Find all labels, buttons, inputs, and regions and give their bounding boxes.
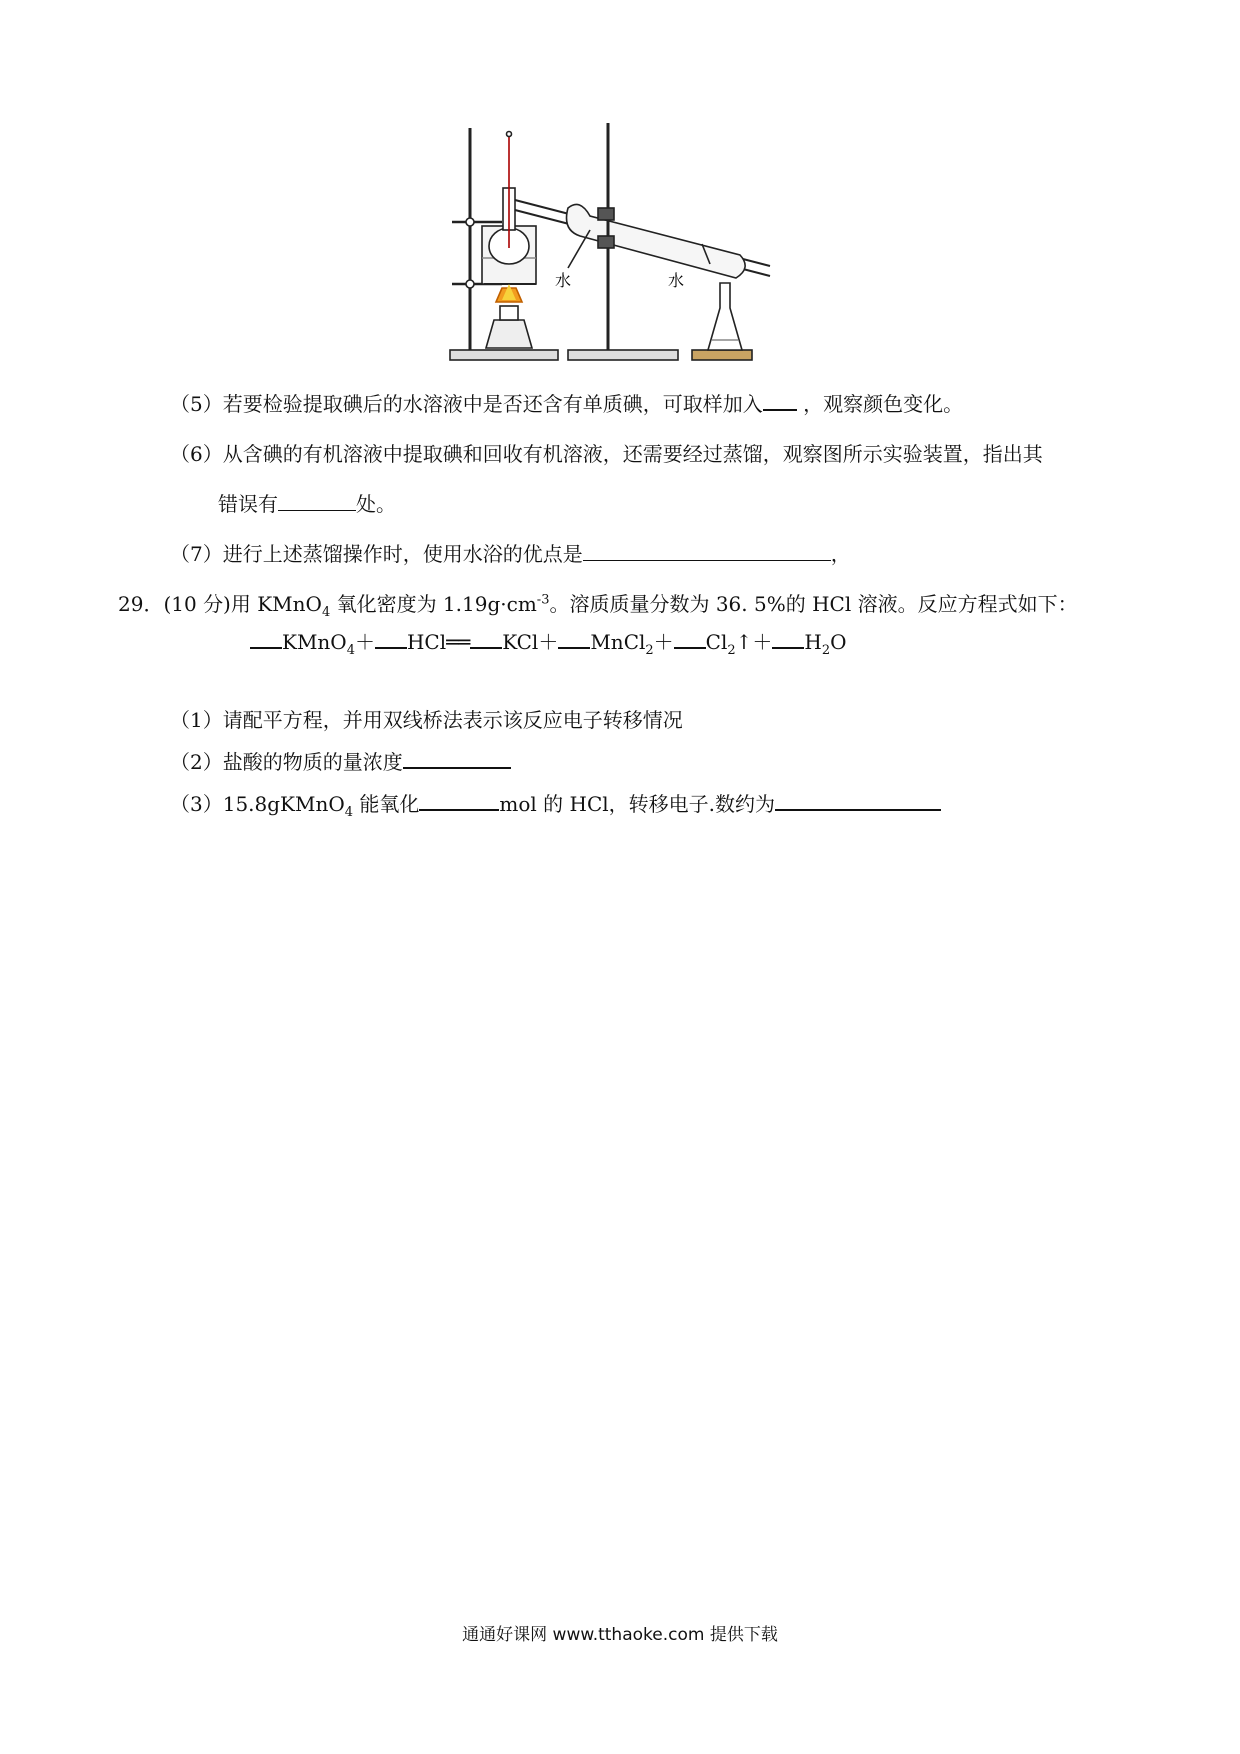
question-5-suffix: ，观察颜色变化。 bbox=[796, 392, 964, 416]
question-29-text-a: 用 KMnO bbox=[230, 592, 322, 616]
question-7-blank bbox=[583, 542, 831, 561]
question-6-suffix: 处。 bbox=[356, 492, 396, 516]
question-6-line-1: （6）从含碘的有机溶液中提取碘和回收有机溶液，还需要经过蒸馏，观察图所示实验装置，指出其 bbox=[170, 442, 1043, 466]
sub-question-1: （1）请配平方程，并用双线桥法表示该反应电子转移情况 bbox=[170, 708, 683, 732]
coef-blank-kmno4 bbox=[250, 629, 282, 649]
coef-blank-cl2 bbox=[674, 629, 706, 649]
water-outlet-label: 水 bbox=[668, 271, 685, 290]
question-29-stem bbox=[118, 590, 1078, 618]
coef-blank-kcl bbox=[470, 629, 502, 649]
formula-mncl2: MnCl bbox=[590, 630, 646, 654]
question-29-text-c: 。溶质质量分数为 36. 5%的 HCl 溶液。反应方程式如下： bbox=[549, 592, 1078, 616]
question-7 bbox=[170, 540, 851, 568]
question-29-sub: 4 bbox=[321, 605, 331, 620]
question-5 bbox=[170, 390, 963, 418]
sub-question-3-blank-1 bbox=[419, 791, 499, 811]
sub-question-3-mid: 能氧化 bbox=[353, 792, 420, 816]
question-29-sup: -3 bbox=[536, 592, 550, 608]
question-7-text: （7）进行上述蒸馏操作时，使用水浴的优点是 bbox=[170, 542, 583, 566]
formula-h2o-h: H bbox=[804, 630, 822, 654]
formula-kmno4: KMnO bbox=[282, 630, 347, 654]
water-inlet-label: 水 bbox=[555, 271, 572, 290]
question-6-prefix: 错误有 bbox=[218, 492, 278, 516]
coef-blank-h2o bbox=[772, 629, 804, 649]
reaction-equation bbox=[250, 628, 847, 656]
formula-h2o-sub: 2 bbox=[821, 643, 831, 658]
plus-sign: ＋ bbox=[538, 630, 559, 654]
sub-question-3 bbox=[170, 790, 941, 818]
formula-kcl: KCl bbox=[502, 630, 539, 654]
sub-question-3-mid2: mol 的 HCl，转移电子.数约为 bbox=[499, 792, 776, 816]
question-6-line-2 bbox=[218, 490, 396, 518]
question-29-score: (10 分) bbox=[163, 592, 231, 616]
sub-question-2 bbox=[170, 748, 511, 776]
sub-question-2-blank bbox=[403, 749, 511, 769]
sub-question-3-sub: 4 bbox=[344, 805, 354, 820]
sub-question-3-blank-2 bbox=[775, 791, 941, 811]
page-footer: 通通好课网 www.tthaoke.com 提供下载 bbox=[462, 1625, 778, 1645]
question-29-number: 29． bbox=[118, 592, 164, 616]
question-29-text-b: 氧化密度为 1.19g·cm bbox=[330, 592, 537, 616]
equals-sign: ══ bbox=[446, 630, 471, 654]
question-5-text: （5）若要检验提取碘后的水溶液中是否还含有单质碘，可取样加入 bbox=[170, 392, 763, 416]
sub-question-3-prefix: （3）15.8gKMnO bbox=[170, 792, 345, 816]
formula-hcl: HCl bbox=[406, 630, 447, 654]
formula-cl2: Cl bbox=[705, 630, 728, 654]
plus-sign: ＋ bbox=[354, 630, 375, 654]
question-7-suffix: ， bbox=[830, 542, 851, 566]
formula-kmno4-sub: 4 bbox=[346, 643, 355, 658]
sub-question-2-text: （2）盐酸的物质的量浓度 bbox=[170, 750, 403, 774]
plus-sign: ＋ bbox=[752, 630, 773, 654]
distillation-apparatus-figure bbox=[440, 118, 860, 376]
formula-cl2-sub: 2 bbox=[727, 643, 736, 658]
question-5-blank bbox=[763, 391, 797, 411]
formula-h2o-o: O bbox=[830, 630, 847, 654]
plus-sign: ＋ bbox=[653, 630, 674, 654]
gas-arrow: ↑ bbox=[735, 630, 753, 654]
formula-mncl2-sub: 2 bbox=[645, 643, 654, 658]
coef-blank-hcl bbox=[375, 629, 407, 649]
coef-blank-mncl2 bbox=[558, 629, 590, 649]
question-6-blank bbox=[278, 492, 356, 511]
